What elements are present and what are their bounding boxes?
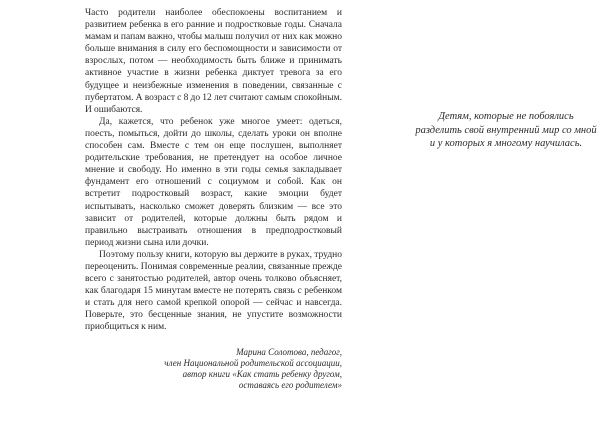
dedication-line: разделить свой внутренний мир со мной [415, 124, 597, 136]
signature-line: автор книги «Как стать ребенку другом, [182, 369, 342, 380]
body-paragraph: Поэтому пользу книги, которую вы держите в руках, трудно переоценить. Понимая современные реалии, связанные прежде всего с занятостью родителей, автор очень толково объясняет, как благодаря 15 минутам вместе не потерять связь с ребенком и стать для него самой крепкой опорой — сейчас и навсегда. Поверьте, это бесценные знания, не упустите возможности приобщиться к ним. [85, 249, 342, 333]
body-paragraph: Часто родители наиболее обеспокоены воспитанием и развитием ребенка в его ранние и подростковые годы. Сначала мамам и папам важно, чтобы малыш получил от них как можно больше внимания в силу его беспомощности и зависимости от взрослых, потом — необходимость быть ближе и принимать активное участие в жизни ребенка диктует тревога за его будущее и неизбежные изменения в поведении, связанные с пубертатом. А возраст с 8 до 12 лет считают самым спокойным. И ошибаются. [85, 8, 342, 115]
dedication-line: и у которых я многому научилась. [429, 138, 583, 150]
dedication-text [392, 110, 600, 151]
signature-line: Марина Солотова, педагог, [236, 346, 342, 357]
signature-line: оставаясь его родителем» [238, 380, 342, 391]
author-signature [85, 347, 342, 392]
body-paragraph: Да, кажется, что ребенок уже многое умеет: одеться, поесть, помыться, дойти до школы, сделать уроки он вполне способен сам. Вместе с тем он еще послушен, выполняет родительские требования, не претендует на особое личное мнение и свободу. Но именно в эти годы семья закладывает фундамент его отношений с социумом и собой. Как он встретит подростковый возраст, какие эмоции будет испытывать, насколько сможет доверять близким — все это зависит от родителей, которые должны быть рядом и правильно выстраивать отношения в предподростковый период жизни сына или дочки. [85, 116, 342, 248]
dedication-line: Детям, которые не побоялись [438, 111, 574, 122]
right-page [342, 0, 600, 422]
left-page [85, 7, 342, 392]
signature-line: член Национальной родительской ассоциации, [164, 357, 342, 368]
